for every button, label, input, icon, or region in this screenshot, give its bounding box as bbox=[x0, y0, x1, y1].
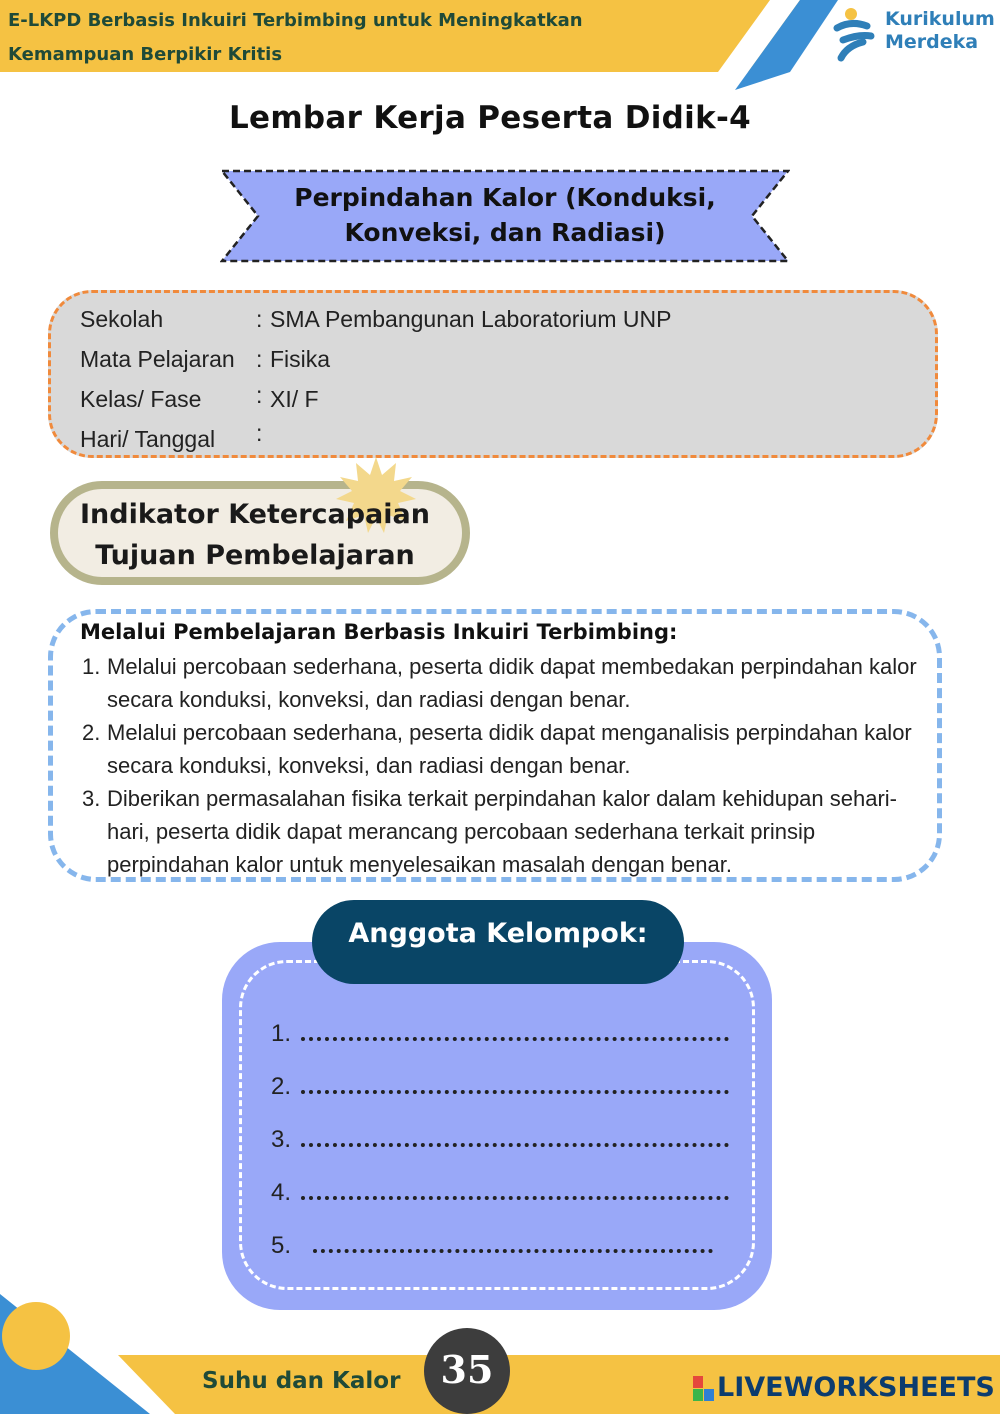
member-entry-3[interactable] bbox=[271, 1126, 729, 1154]
member-entry-4[interactable] bbox=[271, 1179, 729, 1207]
header-title-line2: Kemampuan Berpikir Kritis bbox=[8, 44, 283, 65]
footer-topic: Suhu dan Kalor bbox=[202, 1368, 401, 1394]
objective-number: 2. bbox=[82, 720, 101, 745]
objectives-heading: Melalui Pembelajaran Berbasis Inkuiri Terbimbing: bbox=[80, 620, 678, 644]
identity-colon: : bbox=[256, 420, 263, 446]
objective-item bbox=[80, 782, 935, 881]
objective-item bbox=[80, 716, 935, 782]
identity-label: Kelas/ Fase bbox=[80, 386, 202, 412]
page-number: 35 bbox=[440, 1347, 494, 1392]
indicator-title bbox=[50, 494, 460, 576]
indicator-line2: Tujuan Pembelajaran bbox=[95, 540, 415, 571]
member-number: 3. bbox=[271, 1126, 292, 1153]
member-name-field[interactable] bbox=[301, 1086, 729, 1094]
group-heading: Anggota Kelompok: bbox=[348, 918, 648, 949]
topic-title bbox=[240, 180, 770, 250]
topic-line1: Perpindahan Kalor (Konduksi, bbox=[294, 183, 716, 212]
topic-line2: Konveksi, dan Radiasi) bbox=[344, 218, 666, 247]
member-name-field[interactable] bbox=[301, 1139, 729, 1147]
identity-colon: : bbox=[256, 306, 263, 332]
logo-line2: Merdeka bbox=[885, 31, 979, 53]
member-number: 4. bbox=[271, 1179, 292, 1206]
objectives-list bbox=[80, 650, 935, 881]
indicator-line1: Indikator Ketercapaian bbox=[80, 499, 430, 530]
header-title-line1: E-LKPD Berbasis Inkuiri Terbimbing untuk Meningkatkan bbox=[8, 10, 583, 31]
kurikulum-merdeka-icon bbox=[833, 6, 883, 66]
logo-line1: Kurikulum bbox=[885, 8, 995, 30]
member-number: 1. bbox=[271, 1020, 292, 1047]
identity-colon: : bbox=[256, 382, 263, 408]
member-entry-2[interactable] bbox=[271, 1073, 729, 1101]
identity-colon: : bbox=[256, 346, 263, 372]
objective-item bbox=[80, 650, 935, 716]
member-entry-1[interactable] bbox=[271, 1020, 729, 1048]
kurikulum-merdeka-logo bbox=[833, 6, 998, 66]
objective-text: Melalui percobaan sederhana, peserta didik dapat membedakan perpindahan kalor secara konduksi, konveksi, dan radiasi dengan benar. bbox=[107, 654, 917, 712]
identity-value: Fisika bbox=[270, 346, 331, 372]
member-number: 5. bbox=[271, 1232, 292, 1259]
objective-text: Melalui percobaan sederhana, peserta didik dapat menganalisis perpindahan kalor secara konduksi, konveksi, dan radiasi dengan benar. bbox=[107, 720, 912, 778]
identity-value: XI/ F bbox=[270, 386, 319, 412]
identity-label: Hari/ Tanggal bbox=[80, 426, 216, 452]
liveworksheets-icon bbox=[693, 1376, 715, 1402]
objective-number: 3. bbox=[82, 786, 101, 811]
header-title bbox=[8, 4, 648, 72]
liveworksheets-text: LIVEWORKSHEETS bbox=[717, 1372, 995, 1403]
objective-text: Diberikan permasalahan fisika terkait perpindahan kalor dalam kehidupan sehari-hari, peserta didik dapat merancang percobaan sederhana terkait prinsip perpindahan kalor untuk menyelesaikan masalah dengan benar. bbox=[107, 786, 898, 877]
identity-value: SMA Pembangunan Laboratorium UNP bbox=[270, 306, 672, 332]
identity-label: Sekolah bbox=[80, 306, 164, 332]
member-entry-5[interactable] bbox=[271, 1232, 713, 1260]
identity-label: Mata Pelajaran bbox=[80, 346, 235, 372]
member-name-field[interactable] bbox=[313, 1245, 713, 1253]
page-title: Lembar Kerja Peserta Didik-4 bbox=[228, 100, 752, 136]
objective-number: 1. bbox=[82, 654, 101, 679]
member-name-field[interactable] bbox=[301, 1192, 729, 1200]
member-name-field[interactable] bbox=[301, 1033, 729, 1041]
member-number: 2. bbox=[271, 1073, 292, 1100]
